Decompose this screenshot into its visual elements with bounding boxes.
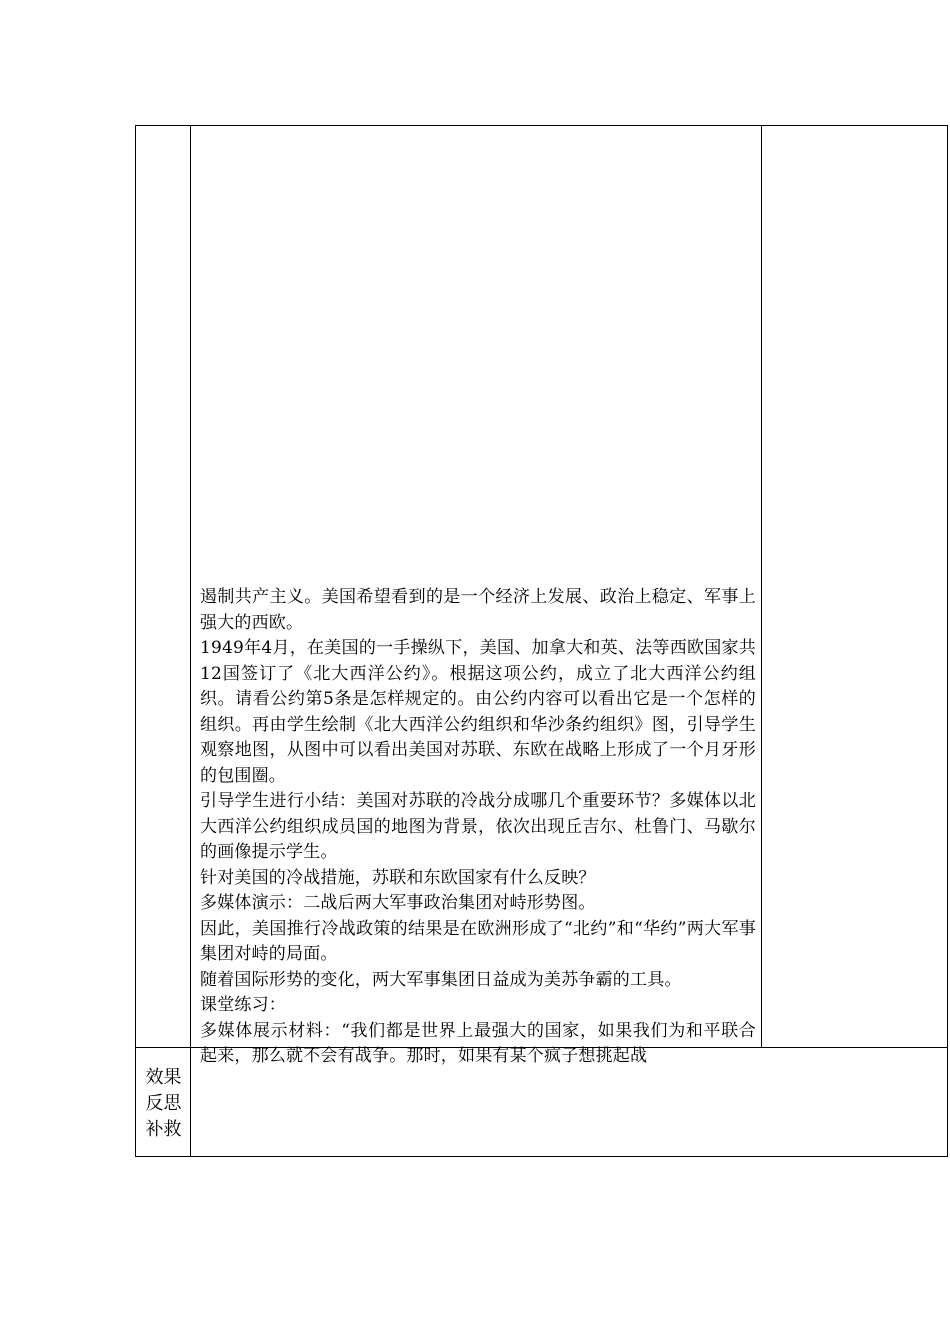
content-paragraph: 随着国际形势的变化，两大军事集团日益成为美苏争霸的工具。 <box>200 969 682 990</box>
content-paragraph: 引导学生进行小结：美国对苏联的冷战分成哪几个重要环节？多媒体以北大西洋公约组织成员国的地图为背景，依次出现丘吉尔、杜鲁门、马歇尔的画像提示学生。 <box>200 791 756 862</box>
table-left-border <box>135 125 136 1157</box>
reflection-label-cell <box>136 1065 191 1143</box>
table-right-border <box>947 125 948 1157</box>
reflection-label-line: 效果 <box>145 1067 182 1088</box>
content-paragraph: 遏制共产主义。美国希望看到的是一个经济上发展、政治上稳定、军事上强大的西欧。 <box>200 587 756 633</box>
content-paragraph: 针对美国的冷战措施，苏联和东欧国家有什么反映？ <box>200 867 596 888</box>
table-bottom-border <box>135 1156 948 1157</box>
reflection-label-line: 反思 <box>145 1093 182 1114</box>
content-paragraph: 1949年4月，在美国的一手操纵下，美国、加拿大和英、法等西欧国家共12国签订了《北大西洋公约》。根据这项公约，成立了北大西洋公约组织。请看公约第5条是怎样规定的。由公约内容可以看出它是一个怎样的组织。再由学生绘制《北大西洋公约组织和华沙条约组织》图，引导学生观察地图，从图中可以看出美国对苏联、东欧在战略上形成了一个月牙形的包围圈。 <box>200 638 756 786</box>
lesson-content-cell <box>200 585 756 1066</box>
content-paragraph: 多媒体展示材料：“我们都是世界上最强大的国家，如果我们为和平联合起来，那么就不会有战争。那时，如果有某个疯子想挑起战 <box>200 1020 756 1066</box>
content-paragraph: 课堂练习： <box>200 995 286 1015</box>
reflection-label-line: 补救 <box>145 1119 182 1140</box>
table-label-column-divider <box>190 125 191 1157</box>
content-paragraph: 多媒体演示：二战后两大军事政治集团对峙形势图。 <box>200 893 596 913</box>
content-paragraph: 因此，美国推行冷战政策的结果是在欧洲形成了“北约”和“华约”两大军事集团对峙的局面。 <box>200 918 756 964</box>
table-top-border <box>135 125 948 126</box>
table-content-column-divider <box>761 125 762 1047</box>
